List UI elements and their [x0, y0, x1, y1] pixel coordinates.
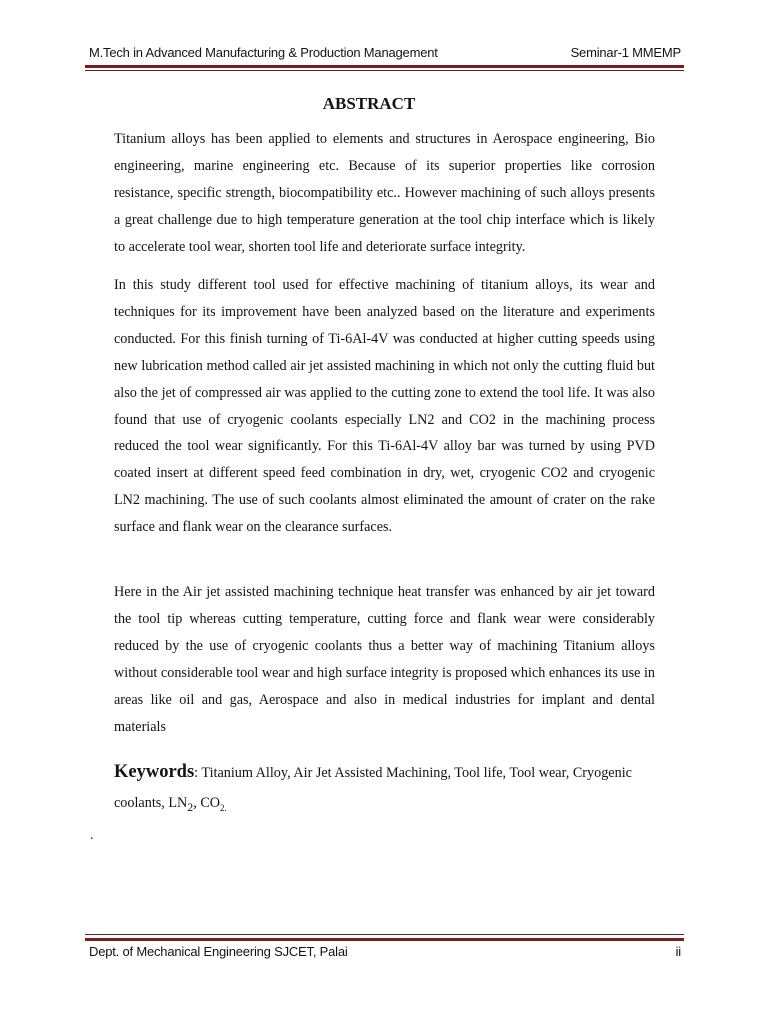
- page-number: ii: [675, 944, 681, 959]
- page-footer: [89, 944, 681, 964]
- keywords-ln2-subscript: 2: [187, 799, 194, 814]
- keywords-block: [114, 757, 655, 823]
- abstract-paragraph-1: Titanium alloys has been applied to elements and structures in Aerospace engineering, Bio engineering, marine engineering etc. Because of its superior properties like corrosion resistance, specific strength, biocompatibility etc.. However machining of such alloys presents a great challenge due to high temperature generation at the tool chip interface which is likely to accelerate tool wear, shorten tool life and deteriorate surface integrity.: [114, 131, 655, 255]
- abstract-paragraph-3: Here in the Air jet assisted machining technique heat transfer was enhanced by air jet toward the tool tip whereas cutting temperature, cutting force and flank wear were considerably reduced by the use of cryogenic coolants thus a better way of machining Titanium alloys without considerable tool wear and high surface integrity is proposed which enhances its use in areas like oil and gas, Aerospace and also in medical industries for implant and dental materials: [114, 584, 655, 735]
- header-rule-thick: [85, 65, 684, 68]
- page-header: [89, 45, 681, 65]
- header-rule-thin: [85, 70, 684, 71]
- header-seminar-label: Seminar-1 MMEMP: [570, 45, 681, 60]
- abstract-paragraph-2: In this study different tool used for effective machining of titanium alloys, its wear and techniques for its improvement have been analyzed based on the literature and experiments conducted. For this finish turning of Ti-6Al-4V was conducted at higher cutting speeds using new lubrication method called air jet assisted machining in which not only the cutting fluid but also the jet of compressed air was applied to the cutting zone to extend the tool life. It was also found that use of cryogenic coolants especially LN2 and CO2 in the machining process reduced the tool wear significantly. For this Ti-6Al-4V alloy bar was turned by using PVD coated insert at different speed feed combination in dry, wet, cryogenic CO2 and cryogenic LN2 machining. The use of such coolants almost eliminated the amount of crater on the rake surface and flank wear on the clearance surfaces.: [114, 277, 655, 536]
- keywords-text: Titanium Alloy, Air Jet Assisted Machining, Tool life, Tool wear, Cryogenic coolants, LN: [114, 765, 632, 811]
- keywords-separator: :: [194, 765, 202, 781]
- stray-dot: .: [90, 828, 94, 843]
- keywords-co-text: , CO: [193, 795, 221, 811]
- header-course-title: M.Tech in Advanced Manufacturing & Production Management: [89, 45, 438, 60]
- keywords-label: Keywords: [114, 762, 195, 782]
- footer-rule-thin: [85, 934, 684, 935]
- footer-rule-thick: [85, 938, 684, 941]
- keywords-co2-subscript: 2.: [220, 802, 227, 813]
- section-title: ABSTRACT: [322, 94, 416, 113]
- footer-department: Dept. of Mechanical Engineering SJCET, Palai: [89, 944, 348, 959]
